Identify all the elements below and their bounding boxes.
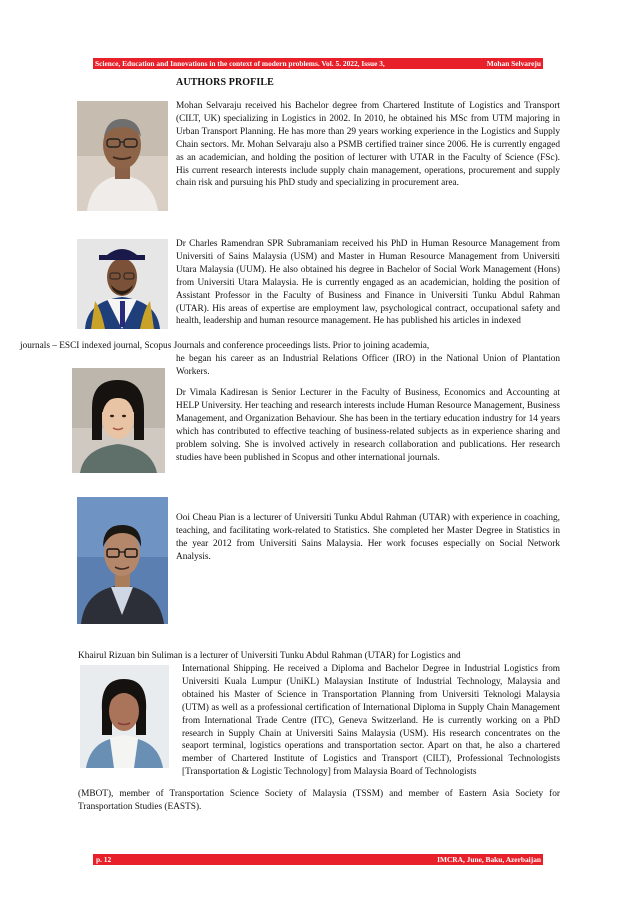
author-bio-2-bottom: he began his career as an Industrial Relations Officer (IRO) in the National Union of Plantation Workers.	[176, 354, 560, 377]
author-bio-5-bottom: (MBOT), member of Transportation Science Society of Malaysia (TSSM) and member of Eastern Asia Society for Transportation Studies (EASTS).	[78, 789, 560, 812]
author-bio-1: Mohan Selvaraju received his Bachelor degree from Chartered Institute of Logistics and Transport (CILT, UK) specializing in Logistics in 2002. In 2010, he obtained his MSc from UTM majoring in Urban Transport Planning. He has more than 29 years working experience in the Logistics and Supply Chain sectors. Mr. Mohan Selvaraju also a PSMB certified trainer since 2006. He is currently engaged as an academician, and holding the position of lecturer with UTAR in the Faculty of Science (FSc). His current research interests include supply chain management, operations, procurement and supply chain risk and pursuing his PhD study and specializing in procurement area.	[176, 101, 560, 189]
journal-title: Science, Education and Innovations in the context of modern problems. Vol. 5. 2022, Issue 3,	[95, 59, 385, 68]
author-photo-5	[80, 665, 169, 768]
page-footer-bar	[93, 854, 543, 865]
section-title: AUTHORS PROFILE	[176, 77, 274, 88]
author-bio-3: Dr Vimala Kadiresan is Senior Lecturer in the Faculty of Business, Economics and Accounting at HELP University. Her teaching and research interests include Human Resource Management, Business Management, and Organization Behaviour. She has been in the tertiary education industry for 14 years which has contributed to effective teaching of business-related subjects as in experience sharing and problem solving. She is involved actively in research collaboration and publications. Her research studies have been published in Scopus and other international journals.	[176, 388, 560, 463]
author-bio-5-top: Khairul Rizuan bin Suliman is a lecturer of Universiti Tunku Abdul Rahman (UTAR) for Logistics and	[78, 651, 461, 661]
journal-header-bar	[93, 58, 543, 69]
author-bio-2-full-line: journals – ESCI indexed journal, Scopus Journals and conference proceedings lists. Prior to joining academia,	[20, 341, 430, 351]
header-author: Mohan Selvareju	[486, 59, 541, 68]
author-bio-4: Ooi Cheau Pian is a lecturer of Universiti Tunku Abdul Rahman (UTAR) with experience in coaching, teaching, and facilitating work-related to Statistics. She completed her Master Degree in Statistics in the year 2012 from Universiti Sains Malaysia. Her work focuses especially on Social Network Analysis.	[176, 513, 560, 562]
author-photo-1	[77, 101, 168, 211]
publisher-info: IMCRA, June, Baku, Azerbaijan	[437, 855, 541, 864]
author-photo-3	[72, 368, 165, 473]
author-photo-4	[77, 497, 168, 624]
author-photo-2	[77, 239, 168, 329]
page-number: p. 12	[96, 855, 112, 864]
author-bio-2-top: Dr Charles Ramendran SPR Subramaniam received his PhD in Human Resource Management from Universiti of Sains Malaysia (USM) and Master in Human Resource Management from Universiti Utara Malaysia (UUM). He also obtained his degree in Bachelor of Social Work Management (Hons) from Universiti Utara Malaysia. He is currently engaged as an academician, holding the position of Assistant Professor in the Faculty of Business and Finance in Universiti Tunku Abdul Rahman (UTAR). His areas of expertise are employment law, psychological contract, occupational safety and health, leadership and human resource management. He has published his articles in indexed	[176, 239, 560, 327]
author-bio-5-middle: International Shipping. He received a Diploma and Bachelor Degree in Industrial Logistics from Universiti Kuala Lumpur (UniKL) Malaysian Institute of Industrial Technology, Malaysia and obtained his Master of Science in Transportation Planning from Universiti Teknologi Malaysia (UTM) as well as a professional certification of International Diploma in Supply Chain Management from International Trade Centre (ITC), Geneva Switzerland. He is currently working on a PhD research in Supply Chain at Universiti Sains Malaysia (USM). His research concentrates on the seaport terminal, logistics operations and transportation sector. Apart on that, he also a chartered member of Chartered Institute of Logistics and Transport (CILT), Professional Technologists [Transportation & Logistic Technology] from Malaysia Board of Technologists	[182, 664, 560, 778]
